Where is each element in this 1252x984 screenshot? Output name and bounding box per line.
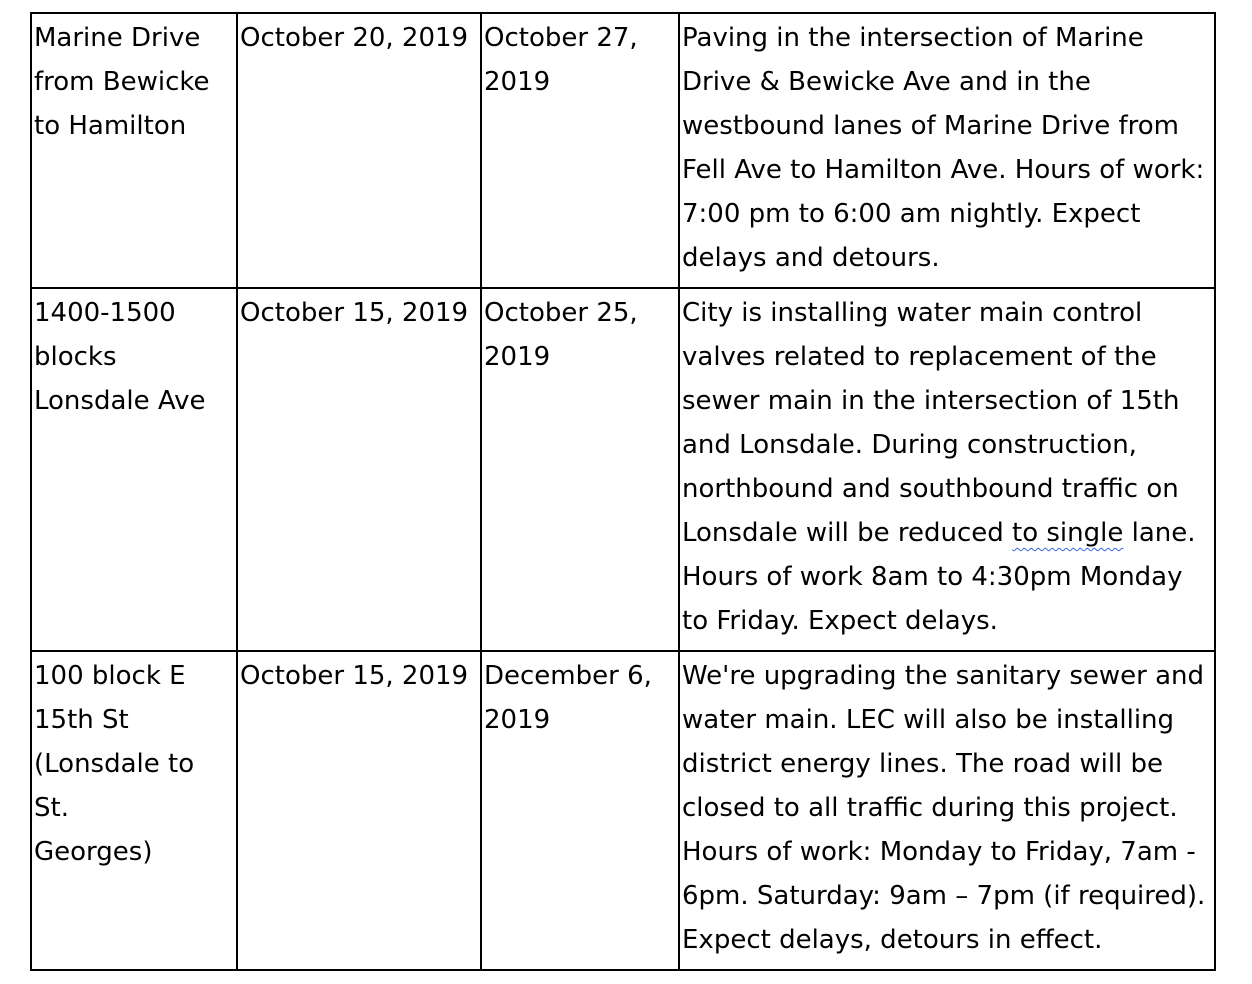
table-row — [31, 651, 1215, 970]
description-cell: Paving in the intersection of Marine Drive & Bewicke Ave and in the westbound lanes of Marine Drive from Fell Ave to Hamilton Ave. Hours of work: 7:00 pm to 6:00 am nightly. Expect delays and detours. — [679, 13, 1215, 288]
description-text: City is installing water main control valves related to replacement of the sewer main in the intersection of 15th and Lonsdale. During construction, northbound and southbound traffic on Lonsdale will be reduced — [682, 298, 1180, 548]
location-cell: Marine Drive from Bewicke to Hamilton — [31, 13, 237, 288]
road-works-table — [30, 12, 1216, 971]
end-date-cell: October 25, 2019 — [481, 288, 679, 651]
spellcheck-flagged-text[interactable]: to single — [1012, 518, 1124, 548]
end-date-cell: October 27, 2019 — [481, 13, 679, 288]
description-cell: We're upgrading the sanitary sewer and water main. LEC will also be installing district energy lines. The road will be closed to all traffic during this project. Hours of work: Monday to Friday, 7am - 6pm. Saturday: 9am – 7pm (if required). Expect delays, detours in effect. — [679, 651, 1215, 970]
start-date-cell: October 15, 2019 — [237, 651, 481, 970]
location-cell: 100 block E 15th St (Lonsdale to St. Georges) — [31, 651, 237, 970]
start-date-cell: October 20, 2019 — [237, 13, 481, 288]
table-row — [31, 288, 1215, 651]
description-cell — [679, 288, 1215, 651]
location-cell: 1400-1500 blocks Lonsdale Ave — [31, 288, 237, 651]
start-date-cell: October 15, 2019 — [237, 288, 481, 651]
table-row — [31, 13, 1215, 288]
description-text: lane. Hours of work 8am to 4:30pm Monday to Friday. Expect delays. — [682, 518, 1196, 636]
end-date-cell: December 6, 2019 — [481, 651, 679, 970]
